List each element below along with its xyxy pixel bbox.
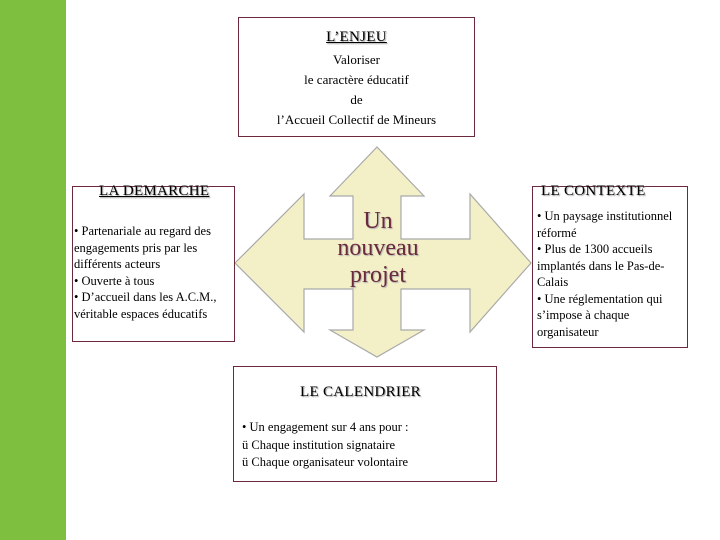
- demarche-box: [72, 183, 235, 342]
- enjeu-line: le caractère éducatif: [304, 72, 409, 87]
- demarche-item: • D’accueil dans les A.C.M., véritable espaces éducatifs: [74, 290, 217, 321]
- calendrier-box: [233, 366, 497, 482]
- contexte-item: • Une réglementation qui s’impose à chaque organisateur: [537, 291, 663, 339]
- calendrier-title: LE CALENDRIER: [300, 384, 421, 400]
- calendrier-item: ü Chaque organisateur volontaire: [242, 455, 409, 469]
- calendrier-item: ü Chaque institution signataire: [242, 437, 396, 452]
- contexte-item: • Plus de 1300 accueils implantés dans le Pas-de-Calais: [537, 242, 665, 289]
- enjeu-line: l’Accueil Collectif de Mineurs: [276, 112, 437, 127]
- center-label: [316, 208, 440, 289]
- center-line: nouveau: [337, 235, 419, 261]
- center-line: Un: [363, 208, 393, 234]
- demarche-item: • Ouverte à tous: [74, 273, 155, 288]
- enjeu-line: de: [350, 92, 363, 107]
- enjeu-box: [238, 17, 475, 137]
- calendrier-item: • Un engagement sur 4 ans pour :: [242, 420, 409, 434]
- contexte-box: [532, 183, 688, 348]
- demarche-title: LA DEMARCHE: [99, 183, 210, 199]
- contexte-item: • Un paysage institutionnel réformé: [537, 209, 673, 240]
- enjeu-title: L’ENJEU: [326, 29, 387, 45]
- demarche-item: • Partenariale au regard des engagements pris par les différents acteurs: [74, 224, 211, 271]
- enjeu-line: Valoriser: [333, 52, 380, 67]
- center-line: projet: [350, 262, 406, 288]
- contexte-title: LE CONTEXTE: [541, 183, 646, 199]
